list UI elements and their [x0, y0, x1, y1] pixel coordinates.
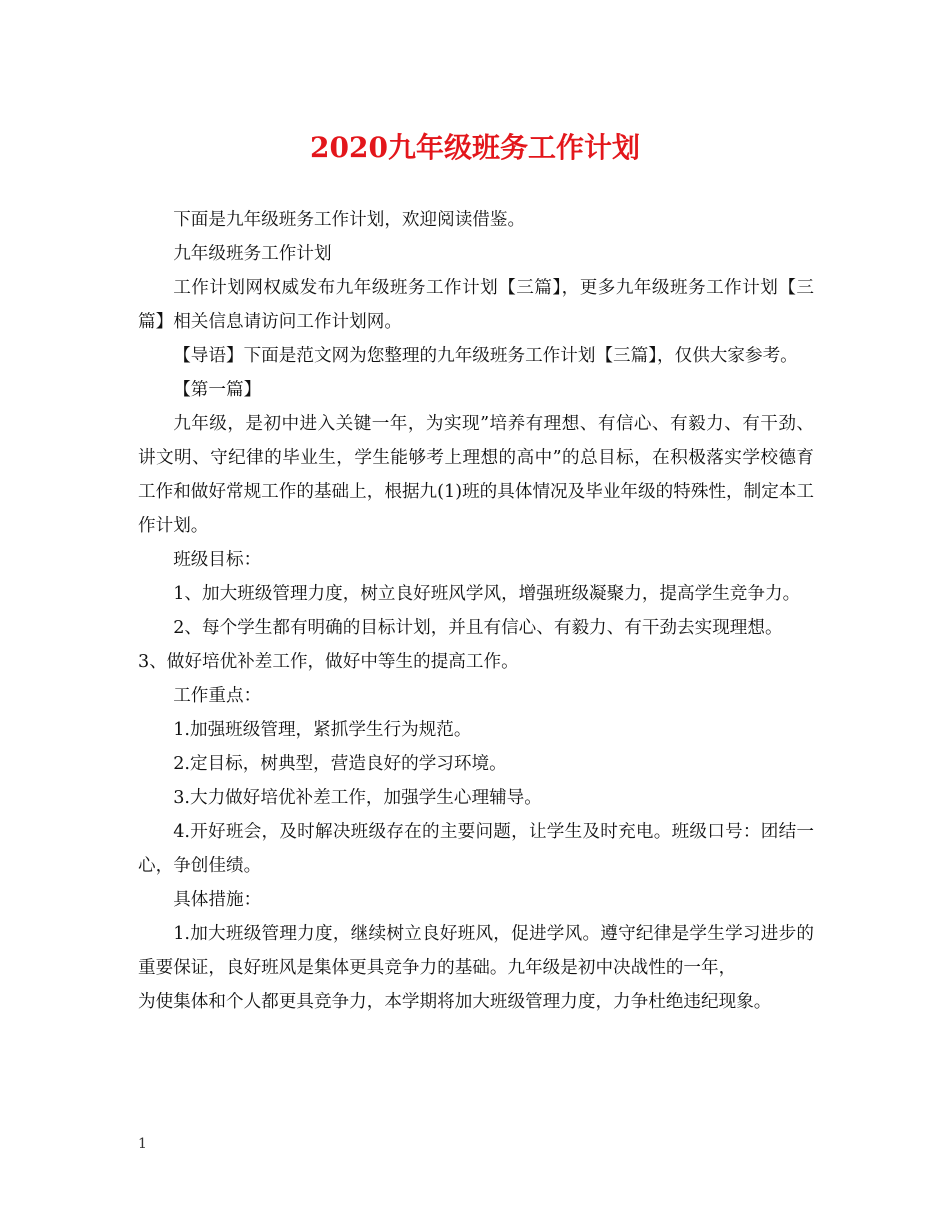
list-item: 1、加大班级管理力度，树立良好班风学风，增强班级凝聚力，提高学生竞争力。 — [173, 584, 801, 604]
paragraph: 九年级，是初中进入关键一年，为实现”培养有理想、有信心、有毅力、有干劲、讲文明、守纪律的毕业生，学生能够考上理想的高中”的总目标，在积极落实学校德育工作和做好常规工作的基础上，根据九(1)班的具体情况及毕业年级的特殊性，制定本工作计划。 — [138, 414, 814, 536]
document-body — [138, 203, 814, 1019]
list-item: 4.开好班会，及时解决班级存在的主要问题，让学生及时充电。班级口号：团结一心，争创佳绩。 — [138, 822, 814, 876]
list-item: 2.定目标，树典型，营造良好的学习环境。 — [173, 754, 507, 774]
section-heading: 班级目标： — [173, 550, 262, 570]
paragraph: 【导语】下面是范文网为您整理的九年级班务工作计划【三篇】，仅供大家参考。 — [173, 346, 798, 366]
list-item: 3.大力做好培优补差工作，加强学生心理辅导。 — [173, 788, 542, 808]
list-item: 1.加大班级管理力度，继续树立良好班风，促进学风。遵守纪律是学生学习进步的重要保证，良好班风是集体更具竞争力的基础。九年级是初中决战性的一年， — [138, 924, 814, 978]
page-number: 1 — [138, 1136, 147, 1152]
document-title: 2020九年级班务工作计划 — [310, 131, 640, 164]
section-heading: 【第一篇】 — [173, 380, 262, 400]
paragraph: 下面是九年级班务工作计划，欢迎阅读借鉴。 — [173, 210, 526, 230]
section-heading: 工作重点： — [173, 686, 262, 706]
list-item: 1.加强班级管理，紧抓学生行为规范。 — [173, 720, 472, 740]
list-item: 3、做好培优补差工作，做好中等生的提高工作。 — [138, 652, 519, 672]
paragraph: 为使集体和个人都更具竞争力，本学期将加大班级管理力度，力争杜绝违纪现象。 — [138, 992, 772, 1012]
list-item: 2、每个学生都有明确的目标计划，并且有信心、有毅力、有干劲去实现理想。 — [173, 618, 783, 638]
section-heading: 具体措施： — [173, 890, 262, 910]
paragraph: 工作计划网权威发布九年级班务工作计划【三篇】，更多九年级班务工作计划【三篇】相关信息请访问工作计划网。 — [138, 278, 814, 332]
paragraph: 九年级班务工作计划 — [173, 244, 332, 264]
